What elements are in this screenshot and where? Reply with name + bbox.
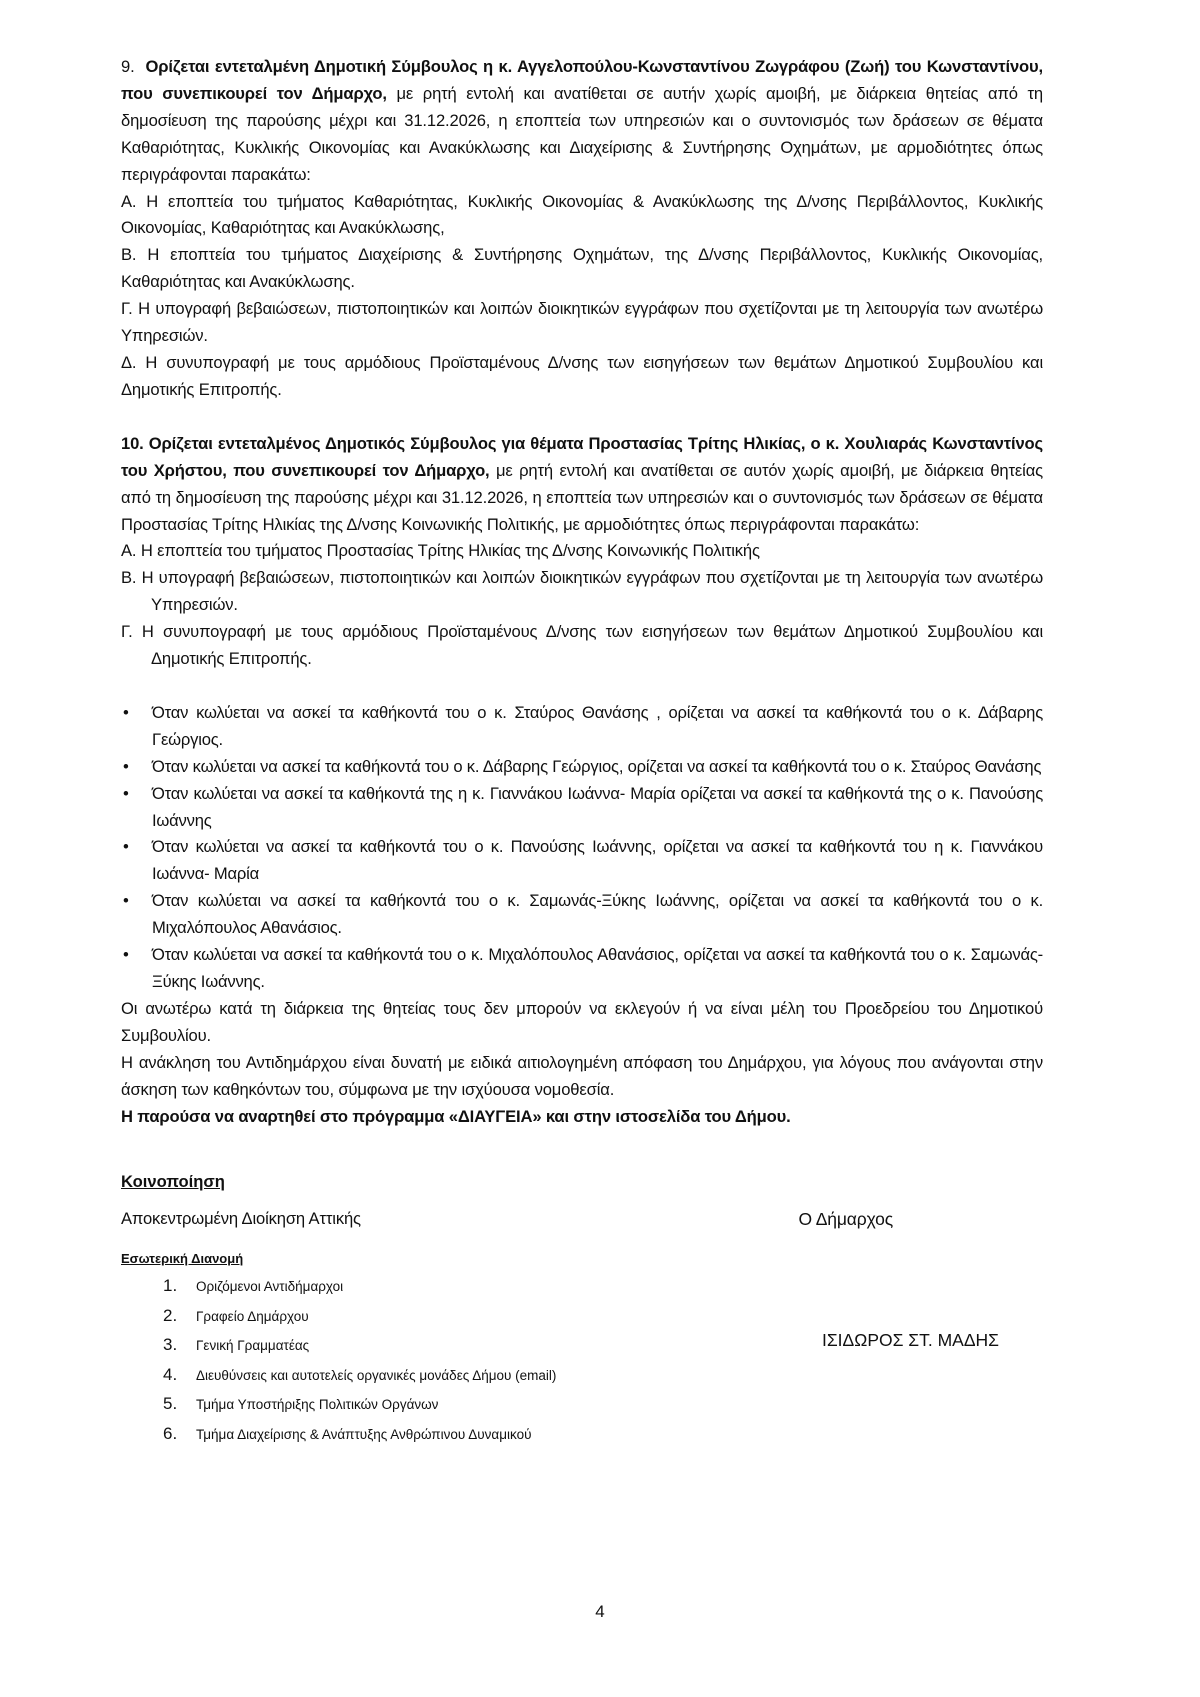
spacer [121, 404, 1043, 431]
list-item: • Όταν κωλύεται να ασκεί τα καθήκοντά του ο κ. Πανούσης Ιωάννης, ορίζεται να ασκεί τα καθήκοντά του η κ. Γιαννάκου Ιωάννα- Μαρία [121, 834, 1043, 888]
section-9-bold-intro: Ορίζεται εντεταλμένη Δημοτική Σύμβουλος η κ. Αγγελοπούλου-Κωνσταντίνου Ζωγράφου (Ζωή) του Κωνσταντίνου, που συνεπικουρεί τον Δήμαρχο, [121, 57, 1044, 103]
bullet-icon: • [123, 945, 129, 965]
bullet-icon: • [123, 837, 129, 857]
spacer [121, 1192, 1043, 1206]
bullet-icon: • [123, 756, 129, 776]
section-9-item-a: Α. Η εποπτεία του τμήματος Καθαριότητας, Κυκλικής Οικονομίας & Ανακύκλωσης της Δ/νσης Περιβάλλοντος, Κυκλικής Οικονομίας, Καθαριότητας και Ανακύκλωσης, [121, 191, 1043, 238]
bullet-icon: • [123, 702, 129, 722]
section-9-item-d: Δ. Η συνυπογραφή με τους αρμόδιους Προϊσταμένους Δ/νσης των εισηγήσεων των θεμάτων Δημοτικού Συμβουλίου και Δημοτικής Επιτροπής. [121, 352, 1043, 399]
list-item: • Όταν κωλύεται να ασκεί τα καθήκοντά της η κ. Γιαννάκου Ιωάννα- Μαρία ορίζεται να ασκεί τα καθήκοντά της ο κ. Πανούσης Ιωάννης [121, 781, 1043, 835]
section-9-item-b: Β. Η εποπτεία του τμήματος Διαχείρισης & Συντήρησης Οχημάτων, της Δ/νσης Περιβάλλοντος, Κυκλικής Οικονομίας, Καθαριότητας και Ανακύκλωσης. [121, 245, 1043, 292]
internal-distribution-list [121, 1276, 1043, 1453]
spacer [121, 673, 1043, 700]
closing-paragraph-1: Οι ανωτέρω κατά τη διάρκεια της θητείας τους δεν μπορούν να εκλεγούν ή να είναι μέλη του Προεδρείου του Δημοτικού Συμβουλίου. [121, 998, 1043, 1045]
section-10-intro [121, 431, 1043, 539]
distribution-block [121, 1276, 1043, 1453]
page-number: 4 [595, 1602, 605, 1621]
list-item: 6. Τμήμα Διαχείρισης & Ανάπτυξης Ανθρώπινου Δυναμικού [163, 1423, 532, 1443]
substitution-list [121, 700, 1043, 996]
section-9-item-c: Γ. Η υπογραφή βεβαιώσεων, πιστοποιητικών και λοιπών διοικητικών εγγράφων που σχετίζονται με τη λειτουργία των ανωτέρω Υπηρεσιών. [121, 299, 1043, 346]
section-9-number: 9. [121, 57, 135, 76]
section-9-intro [121, 54, 1043, 189]
document-page [121, 54, 1043, 1453]
spacer [121, 1266, 1043, 1276]
list-item: 2. Γραφείο Δημάρχου [163, 1305, 309, 1325]
section-10-bold-intro: 10. Ορίζεται εντεταλμένος Δημοτικός Σύμβουλος για θέματα Προστασίας Τρίτης Ηλικίας, ο κ. Χουλιαράς Κωνσταντίνος του Χρήστου, που συνεπικουρεί τον Δήμαρχο, [121, 433, 1043, 480]
list-item: • Όταν κωλύεται να ασκεί τα καθήκοντά του ο κ. Μιχαλόπουλος Αθανάσιος, ορίζεται να ασκεί τα καθήκοντά του ο κ. Σαμωνάς- Ξύκης Ιωάννης. [121, 942, 1043, 996]
section-9-body: με ρητή εντολή και ανατίθεται σε αυτήν χωρίς αμοιβή, με διάρκεια θητείας από τη δημοσίευση της παρούσης μέχρι και 31.12.2026, η εποπτεία των υπηρεσιών και ο συντονισμός των δράσεων σε θέματα Καθαριότητας, Κυκλικής Οικονομίας και Ανακύκλωσης και Διαχείρισης & Συντήρησης Οχημάτων, με αρμοδιότητες όπως περιγράφονται παρακάτω: [121, 83, 1043, 184]
signature-title: Ο Δήμαρχος [798, 1209, 893, 1230]
section-10-item-c: Γ. Η συνυπογραφή με τους αρμόδιους Προϊσταμένους Δ/νσης των εισηγήσεων των θεμάτων Δημοτικού Συμβουλίου και Δημοτικής Επιτροπής. [121, 622, 1043, 669]
list-item: • Όταν κωλύεται να ασκεί τα καθήκοντά του ο κ. Σαμωνάς-Ξύκης Ιωάννης, ορίζεται να ασκεί τα καθήκοντά του ο κ. Μιχαλόπουλος Αθανάσιος. [121, 888, 1043, 942]
closing-paragraph-2: Η ανάκληση του Αντιδημάρχου είναι δυνατή με ειδικά αιτιολογημένη απόφαση του Δημάρχου, για λόγους που ανάγονται στην άσκηση των καθηκόντων του, σύμφωνα με την ισχύουσα νομοθεσία. [121, 1052, 1043, 1099]
section-10-body: με ρητή εντολή και ανατίθεται σε αυτόν χωρίς αμοιβή, με διάρκεια θητείας από τη δημοσίευση της παρούσης μέχρι και 31.12.2026, η εποπτεία των υπηρεσιών και ο συντονισμός των δράσεων σε θέματα Προστασίας Τρίτης Ηλικίας της Δ/νσης Κοινωνικής Πολιτικής, με αρμοδιότητες όπως περιγράφονται παρακάτω: [121, 460, 1043, 534]
notification-recipient: Αποκεντρωμένη Διοίκηση Αττικής [121, 1209, 361, 1229]
list-item: 5. Τμήμα Υποστήριξης Πολιτικών Οργάνων [163, 1394, 439, 1414]
list-item: • Όταν κωλύεται να ασκεί τα καθήκοντά του ο κ. Σταύρος Θανάσης , ορίζεται να ασκεί τα καθήκοντά του ο κ. Δάβαρης Γεώργιος. [121, 700, 1043, 754]
spacer [121, 1130, 1043, 1172]
list-item: • Όταν κωλύεται να ασκεί τα καθήκοντά του ο κ. Δάβαρης Γεώργιος, ορίζεται να ασκεί τα καθήκοντά του ο κ. Σταύρος Θανάσης [121, 754, 1043, 781]
spacer [121, 1233, 1043, 1251]
list-item: 4. Διευθύνσεις και αυτοτελείς οργανικές μονάδες Δήμου (email) [163, 1364, 557, 1384]
section-10-item-a: Α. Η εποπτεία του τμήματος Προστασίας Τρίτης Ηλικίας της Δ/νσης Κοινωνικής Πολιτικής [121, 541, 760, 561]
bullet-icon: • [123, 891, 129, 911]
recipient-row [121, 1206, 1043, 1233]
list-item: 1. Οριζόμενοι Αντιδήμαρχοι [163, 1276, 344, 1296]
notification-heading: Κοινοποίηση [121, 1172, 225, 1192]
signature-name: ΙΣΙΔΩΡΟΣ ΣΤ. ΜΑΔΗΣ [822, 1330, 999, 1351]
section-10-item-b: Β. Η υπογραφή βεβαιώσεων, πιστοποιητικών και λοιπών διοικητικών εγγράφων που σχετίζονται με τη λειτουργία των ανωτέρω Υπηρεσιών. [121, 568, 1043, 615]
internal-distribution-heading: Εσωτερική Διανομή [121, 1251, 244, 1267]
closing-paragraph-3: Η παρούσα να αναρτηθεί στο πρόγραμμα «ΔΙΑΥΓΕΙΑ» και στην ιστοσελίδα του Δήμου. [121, 1106, 791, 1126]
bullet-icon: • [123, 783, 129, 803]
list-item: 3. Γενική Γραμματέας [163, 1335, 310, 1355]
